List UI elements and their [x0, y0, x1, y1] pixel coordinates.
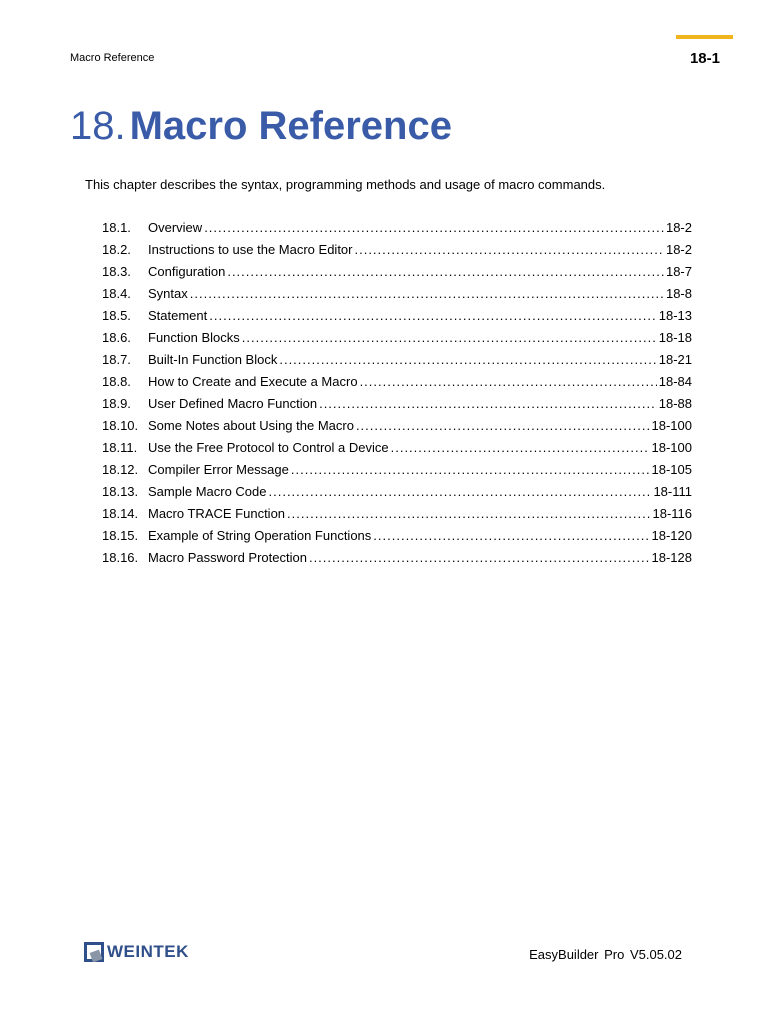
- toc-entry[interactable]: [102, 528, 692, 550]
- toc-leader-dots: [356, 418, 650, 433]
- toc-entry[interactable]: [102, 352, 692, 374]
- toc-leader-dots: [269, 484, 652, 499]
- toc-entry-page[interactable]: 18-21: [658, 352, 692, 367]
- toc-entry-number: 18.1.: [102, 220, 131, 235]
- toc-entry-page[interactable]: 18-2: [665, 220, 692, 235]
- chapter-heading: [70, 106, 452, 146]
- toc-leader-dots: [227, 264, 664, 279]
- toc-entry-title[interactable]: Configuration: [148, 264, 226, 279]
- logo-text: WEINTEK: [107, 942, 189, 961]
- toc-entry[interactable]: [102, 374, 692, 396]
- toc-leader-dots: [190, 286, 664, 301]
- toc-entry-title[interactable]: Built-In Function Block: [148, 352, 278, 367]
- toc-entry-page[interactable]: 18-116: [652, 506, 692, 521]
- toc-entry[interactable]: [102, 330, 692, 352]
- toc-entry[interactable]: [102, 506, 692, 528]
- toc-leader-dots: [319, 396, 657, 411]
- toc-entry-page[interactable]: 18-120: [651, 528, 692, 543]
- toc-entry-page[interactable]: 18-18: [658, 330, 692, 345]
- toc-entry-page[interactable]: 18-128: [651, 550, 692, 565]
- toc-entry-title[interactable]: Syntax: [148, 286, 188, 301]
- weintek-logo-icon: [84, 942, 104, 962]
- toc-entry-number: 18.8.: [102, 374, 131, 389]
- toc-entry-number: 18.12.: [102, 462, 139, 477]
- toc-leader-dots: [373, 528, 649, 543]
- footer-version: EasyBuilder Pro V5.05.02: [529, 947, 682, 962]
- toc-entry[interactable]: [102, 308, 692, 330]
- toc-entry-number: 18.7.: [102, 352, 131, 367]
- toc-entry-page[interactable]: 18-88: [658, 396, 692, 411]
- toc-leader-dots: [360, 374, 657, 389]
- toc-entry-title[interactable]: Overview: [148, 220, 203, 235]
- page-number: 18-1: [689, 50, 720, 67]
- toc-entry-page[interactable]: 18-8: [665, 286, 692, 301]
- toc-entry-page[interactable]: 18-105: [651, 462, 692, 477]
- chapter-title: Macro Reference: [129, 104, 452, 148]
- toc-entry-title[interactable]: Use the Free Protocol to Control a Device: [148, 440, 389, 455]
- toc-entry-number: 18.15.: [102, 528, 139, 543]
- toc-leader-dots: [287, 506, 650, 521]
- weintek-logo: [84, 942, 189, 962]
- toc-entry-number: 18.14.: [102, 506, 139, 521]
- toc-entry[interactable]: [102, 264, 692, 286]
- toc-entry-title[interactable]: Macro Password Protection: [148, 550, 307, 565]
- toc-entry-number: 18.5.: [102, 308, 131, 323]
- toc-entry-page[interactable]: 18-100: [651, 418, 692, 433]
- toc-leader-dots: [209, 308, 656, 323]
- toc-entry-title[interactable]: Function Blocks: [148, 330, 240, 345]
- toc-entry-page[interactable]: 18-111: [653, 484, 692, 499]
- toc-entry-number: 18.16.: [102, 550, 139, 565]
- toc-entry-number: 18.4.: [102, 286, 131, 301]
- toc-entry-page[interactable]: 18-7: [665, 264, 692, 279]
- table-of-contents: [102, 220, 692, 572]
- toc-entry[interactable]: [102, 242, 692, 264]
- toc-entry-title[interactable]: Macro TRACE Function: [148, 506, 286, 521]
- toc-entry-number: 18.2.: [102, 242, 131, 257]
- chapter-intro: This chapter describes the syntax, programming methods and usage of macro commands.: [85, 177, 606, 192]
- toc-entry-page[interactable]: 18-84: [658, 374, 692, 389]
- toc-entry-title[interactable]: Instructions to use the Macro Editor: [148, 242, 353, 257]
- toc-leader-dots: [204, 220, 664, 235]
- toc-entry-title[interactable]: Sample Macro Code: [148, 484, 267, 499]
- toc-entry-title[interactable]: User Defined Macro Function: [148, 396, 318, 411]
- toc-leader-dots: [291, 462, 650, 477]
- toc-leader-dots: [242, 330, 657, 345]
- toc-leader-dots: [309, 550, 650, 565]
- toc-entry-title[interactable]: How to Create and Execute a Macro: [148, 374, 358, 389]
- toc-entry-number: 18.3.: [102, 264, 131, 279]
- toc-entry-page[interactable]: 18-100: [651, 440, 692, 455]
- toc-entry-title[interactable]: Statement: [148, 308, 208, 323]
- page-accent-bar: [676, 35, 733, 39]
- toc-entry[interactable]: [102, 440, 692, 462]
- toc-leader-dots: [391, 440, 650, 455]
- toc-entry-number: 18.9.: [102, 396, 131, 411]
- header-title: Macro Reference: [70, 52, 155, 64]
- toc-entry-title[interactable]: Some Notes about Using the Macro: [148, 418, 354, 433]
- toc-entry-title[interactable]: Example of String Operation Functions: [148, 528, 372, 543]
- toc-entry[interactable]: [102, 286, 692, 308]
- toc-entry-number: 18.13.: [102, 484, 139, 499]
- toc-leader-dots: [354, 242, 663, 257]
- toc-entry-number: 18.11.: [102, 440, 138, 455]
- toc-entry-title[interactable]: Compiler Error Message: [148, 462, 289, 477]
- chapter-number: 18.: [70, 104, 126, 148]
- toc-entry-number: 18.10.: [102, 418, 139, 433]
- toc-leader-dots: [279, 352, 656, 367]
- toc-entry[interactable]: [102, 462, 692, 484]
- toc-entry[interactable]: [102, 220, 692, 242]
- toc-entry-page[interactable]: 18-13: [658, 308, 692, 323]
- toc-entry[interactable]: [102, 418, 692, 440]
- toc-entry-number: 18.6.: [102, 330, 131, 345]
- toc-entry[interactable]: [102, 550, 692, 572]
- toc-entry[interactable]: [102, 484, 692, 506]
- toc-entry[interactable]: [102, 396, 692, 418]
- toc-entry-page[interactable]: 18-2: [665, 242, 692, 257]
